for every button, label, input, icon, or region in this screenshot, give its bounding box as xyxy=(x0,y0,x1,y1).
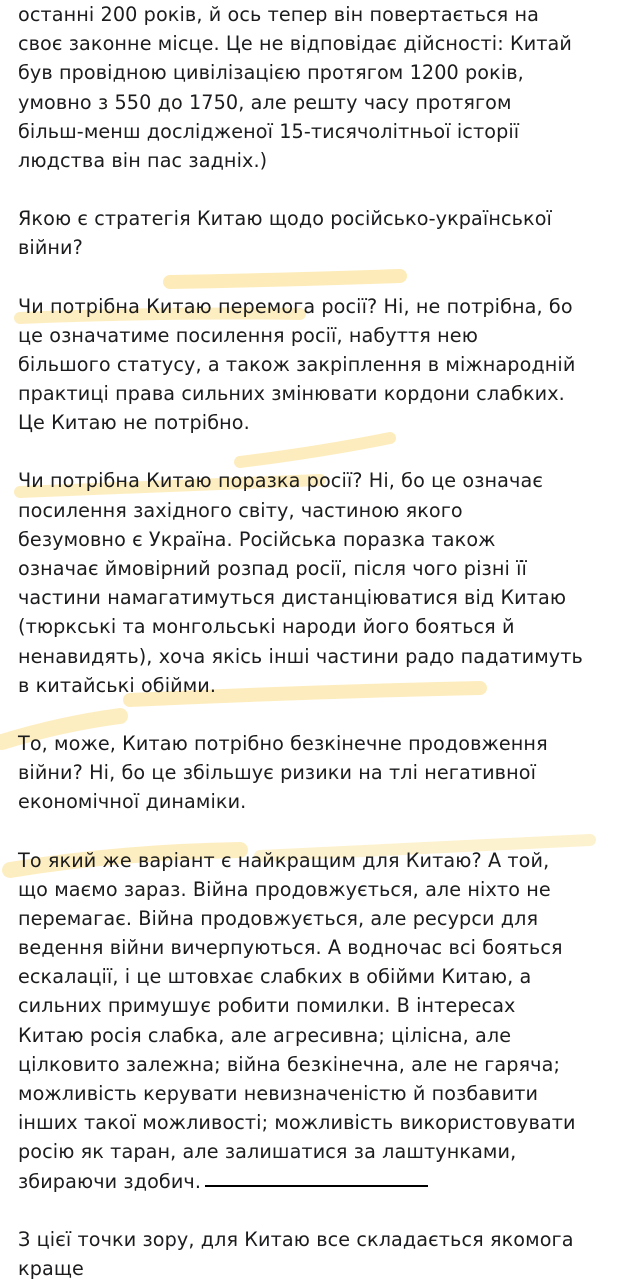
text-line: краще xyxy=(18,1256,84,1280)
text-line: То який же варіант є найкращим для Китаю? А той, xyxy=(18,848,550,872)
text-line: сильних примушує робити помилки. В інтересах xyxy=(18,994,516,1018)
text-line: (тюркські та монгольські народи його бояться й xyxy=(18,615,515,639)
text-line: означає ймовірний розпад росії, після чого різні її xyxy=(18,557,527,580)
text-line: ведення війни вичерпуються. А водночас всі бояться xyxy=(18,936,563,960)
text-line: росію як таран, але залишатися за лаштунками, xyxy=(18,1140,517,1164)
text-line: в китайські обійми. xyxy=(18,673,217,697)
text-line: умовно з 550 до 1750, але решту часу протягом xyxy=(18,90,512,114)
text-line: війни? Ні, бо це збільшує ризики на тлі негативної xyxy=(18,761,536,785)
text-line: війни? xyxy=(18,236,83,260)
text-line: частини намагатимуться дистанціюватися від Китаю xyxy=(18,586,567,610)
paragraph xyxy=(18,292,624,438)
text-line: більш-менш дослідженої 15-тисячолітньої історії xyxy=(18,119,520,143)
text-line: був провідною цивілізацією протягом 1200 років, xyxy=(18,61,524,85)
text-line: більшого статусу, а також закріплення в міжнародній xyxy=(18,352,576,376)
text-line: безумовно є Україна. Російська поразка також xyxy=(18,527,496,551)
text-line: З цієї точки зору, для Китаю все складається якомога xyxy=(18,1227,574,1251)
text-line: цілковито залежна; війна безкінечна, але не гаряча; xyxy=(18,1052,561,1076)
text-line: ескалації, і це штовхає слабких в обійми Китаю, а xyxy=(18,965,532,989)
paragraph xyxy=(18,466,624,700)
text-line: посилення західного світу, частиною якого xyxy=(18,498,463,522)
text-line: Чи потрібна Китаю перемога росії? Ні, не потрібна, бо xyxy=(18,294,573,318)
text-line: це означатиме посилення росії, набуття нею xyxy=(18,323,478,347)
post-text xyxy=(18,0,624,1283)
text-line: Якою є стратегія Китаю щодо російсько-української xyxy=(18,207,552,231)
home-indicator[interactable] xyxy=(205,1185,428,1187)
paragraph xyxy=(18,204,624,262)
paragraph xyxy=(18,729,624,817)
paragraph xyxy=(18,0,624,175)
paragraph-spacer xyxy=(18,1196,624,1225)
paragraph-spacer xyxy=(18,817,624,846)
paragraph-spacer xyxy=(18,700,624,729)
text-line: То, може, Китаю потрібно безкінечне продовження xyxy=(18,731,548,755)
paragraph-spacer xyxy=(18,263,624,292)
paragraph xyxy=(18,846,624,1196)
text-line: Китаю росія слабка, але агресивна; цілісна, але xyxy=(18,1023,512,1047)
text-line: можливість керувати невизначеністю й позбавити xyxy=(18,1082,539,1105)
text-line: що маємо зараз. Війна продовжується, але ніхто не xyxy=(18,877,551,901)
text-line: людства він пас задніх.) xyxy=(18,148,268,172)
text-line: перемагає. Війна продовжується, але ресурси для xyxy=(18,906,539,930)
text-line: практиці права сильних змінювати кордони слабких. xyxy=(18,382,565,406)
text-line: ненавидять), хоча якісь інші частини радо падатимуть xyxy=(18,644,583,668)
text-line: Чи потрібна Китаю поразка росії? Ні, бо це означає xyxy=(18,469,543,493)
paragraph-spacer xyxy=(18,437,624,466)
text-line: збираючи здобич. xyxy=(18,1169,202,1193)
text-line: економічної динаміки. xyxy=(18,790,247,814)
text-line: своє законне місце. Це не відповідає дійсності: Китай xyxy=(18,32,572,56)
text-line: інших такої можливості; можливість використовувати xyxy=(18,1111,576,1135)
text-line: Це Китаю не потрібно. xyxy=(18,411,250,435)
paragraph xyxy=(18,1225,624,1283)
text-line: останні 200 років, й ось тепер він повертається на xyxy=(18,3,539,26)
paragraph-spacer xyxy=(18,175,624,204)
